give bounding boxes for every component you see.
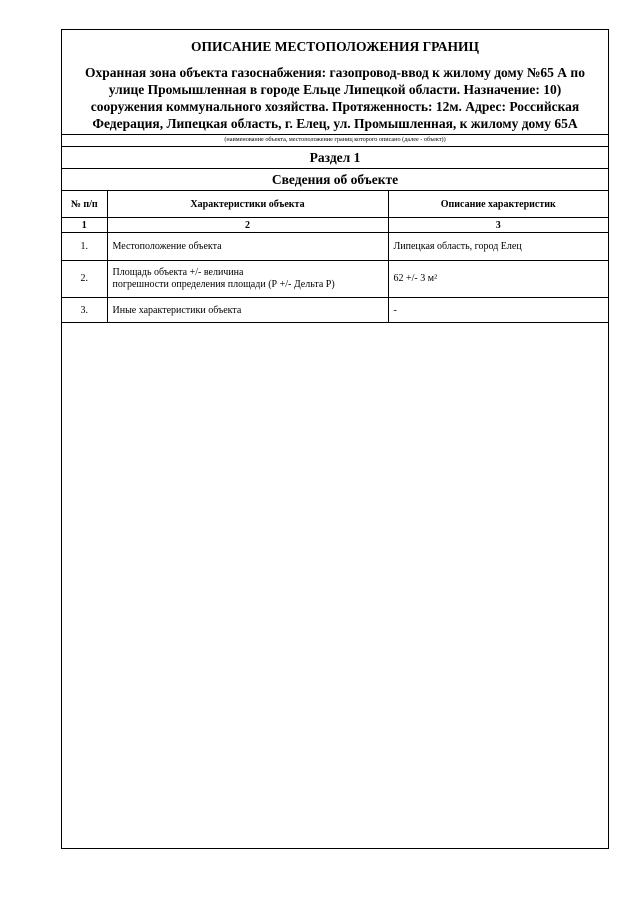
table-row [62,261,608,298]
row-description: - [388,298,608,323]
document-frame [61,29,609,849]
row-description: Липецкая область, город Елец [388,233,608,261]
column-number: 2 [107,218,388,233]
column-number-row [62,218,608,233]
header-description: Описание характеристик [388,191,608,218]
section-subtitle: Сведения об объекте [62,168,608,190]
row-description: 62 +/- 3 м² [388,261,608,298]
section-title: Раздел 1 [62,146,608,168]
header-characteristic: Характеристики объекта [107,191,388,218]
table-row [62,298,608,323]
object-info-table [62,190,608,323]
characteristic-line: Местоположение объекта [112,241,222,252]
header-num: № п/п [62,191,107,218]
table-row [62,233,608,261]
characteristic-line: Площадь объекта +/- величина [112,267,244,278]
row-characteristic [107,233,388,261]
object-name-line: улице Промышленная в городе Ельце Липецкой области. Назначение: 10) [108,82,562,97]
characteristic-line: Иные характеристики объекта [112,304,242,316]
row-num: 2. [62,261,107,298]
characteristic-line: погрешности определения площади (Р +/- Дельта Р) [112,279,335,290]
row-characteristic [107,261,388,298]
object-name-line: Охранная зона объекта газоснабжения: газопровод-ввод к жилому дому №65 А по [85,65,585,80]
table-header-row [62,191,608,218]
column-number: 1 [62,218,107,233]
row-num: 1. [62,233,107,261]
object-name [62,64,608,132]
object-name-line: Федерация, Липецкая область, г. Елец, ул. Промышленная, к жилому дому 65А [92,116,578,131]
object-name-line: сооружения коммунального хозяйства. Протяженность: 12м. Адрес: Российская [90,99,580,114]
document-title: ОПИСАНИЕ МЕСТОПОЛОЖЕНИЯ ГРАНИЦ [191,39,479,54]
row-characteristic [107,298,388,323]
object-caption: (наименование объекта, местоположение границ которого описано (далее - объект)) [62,134,608,146]
row-num: 3. [62,298,107,323]
column-number: 3 [388,218,608,233]
